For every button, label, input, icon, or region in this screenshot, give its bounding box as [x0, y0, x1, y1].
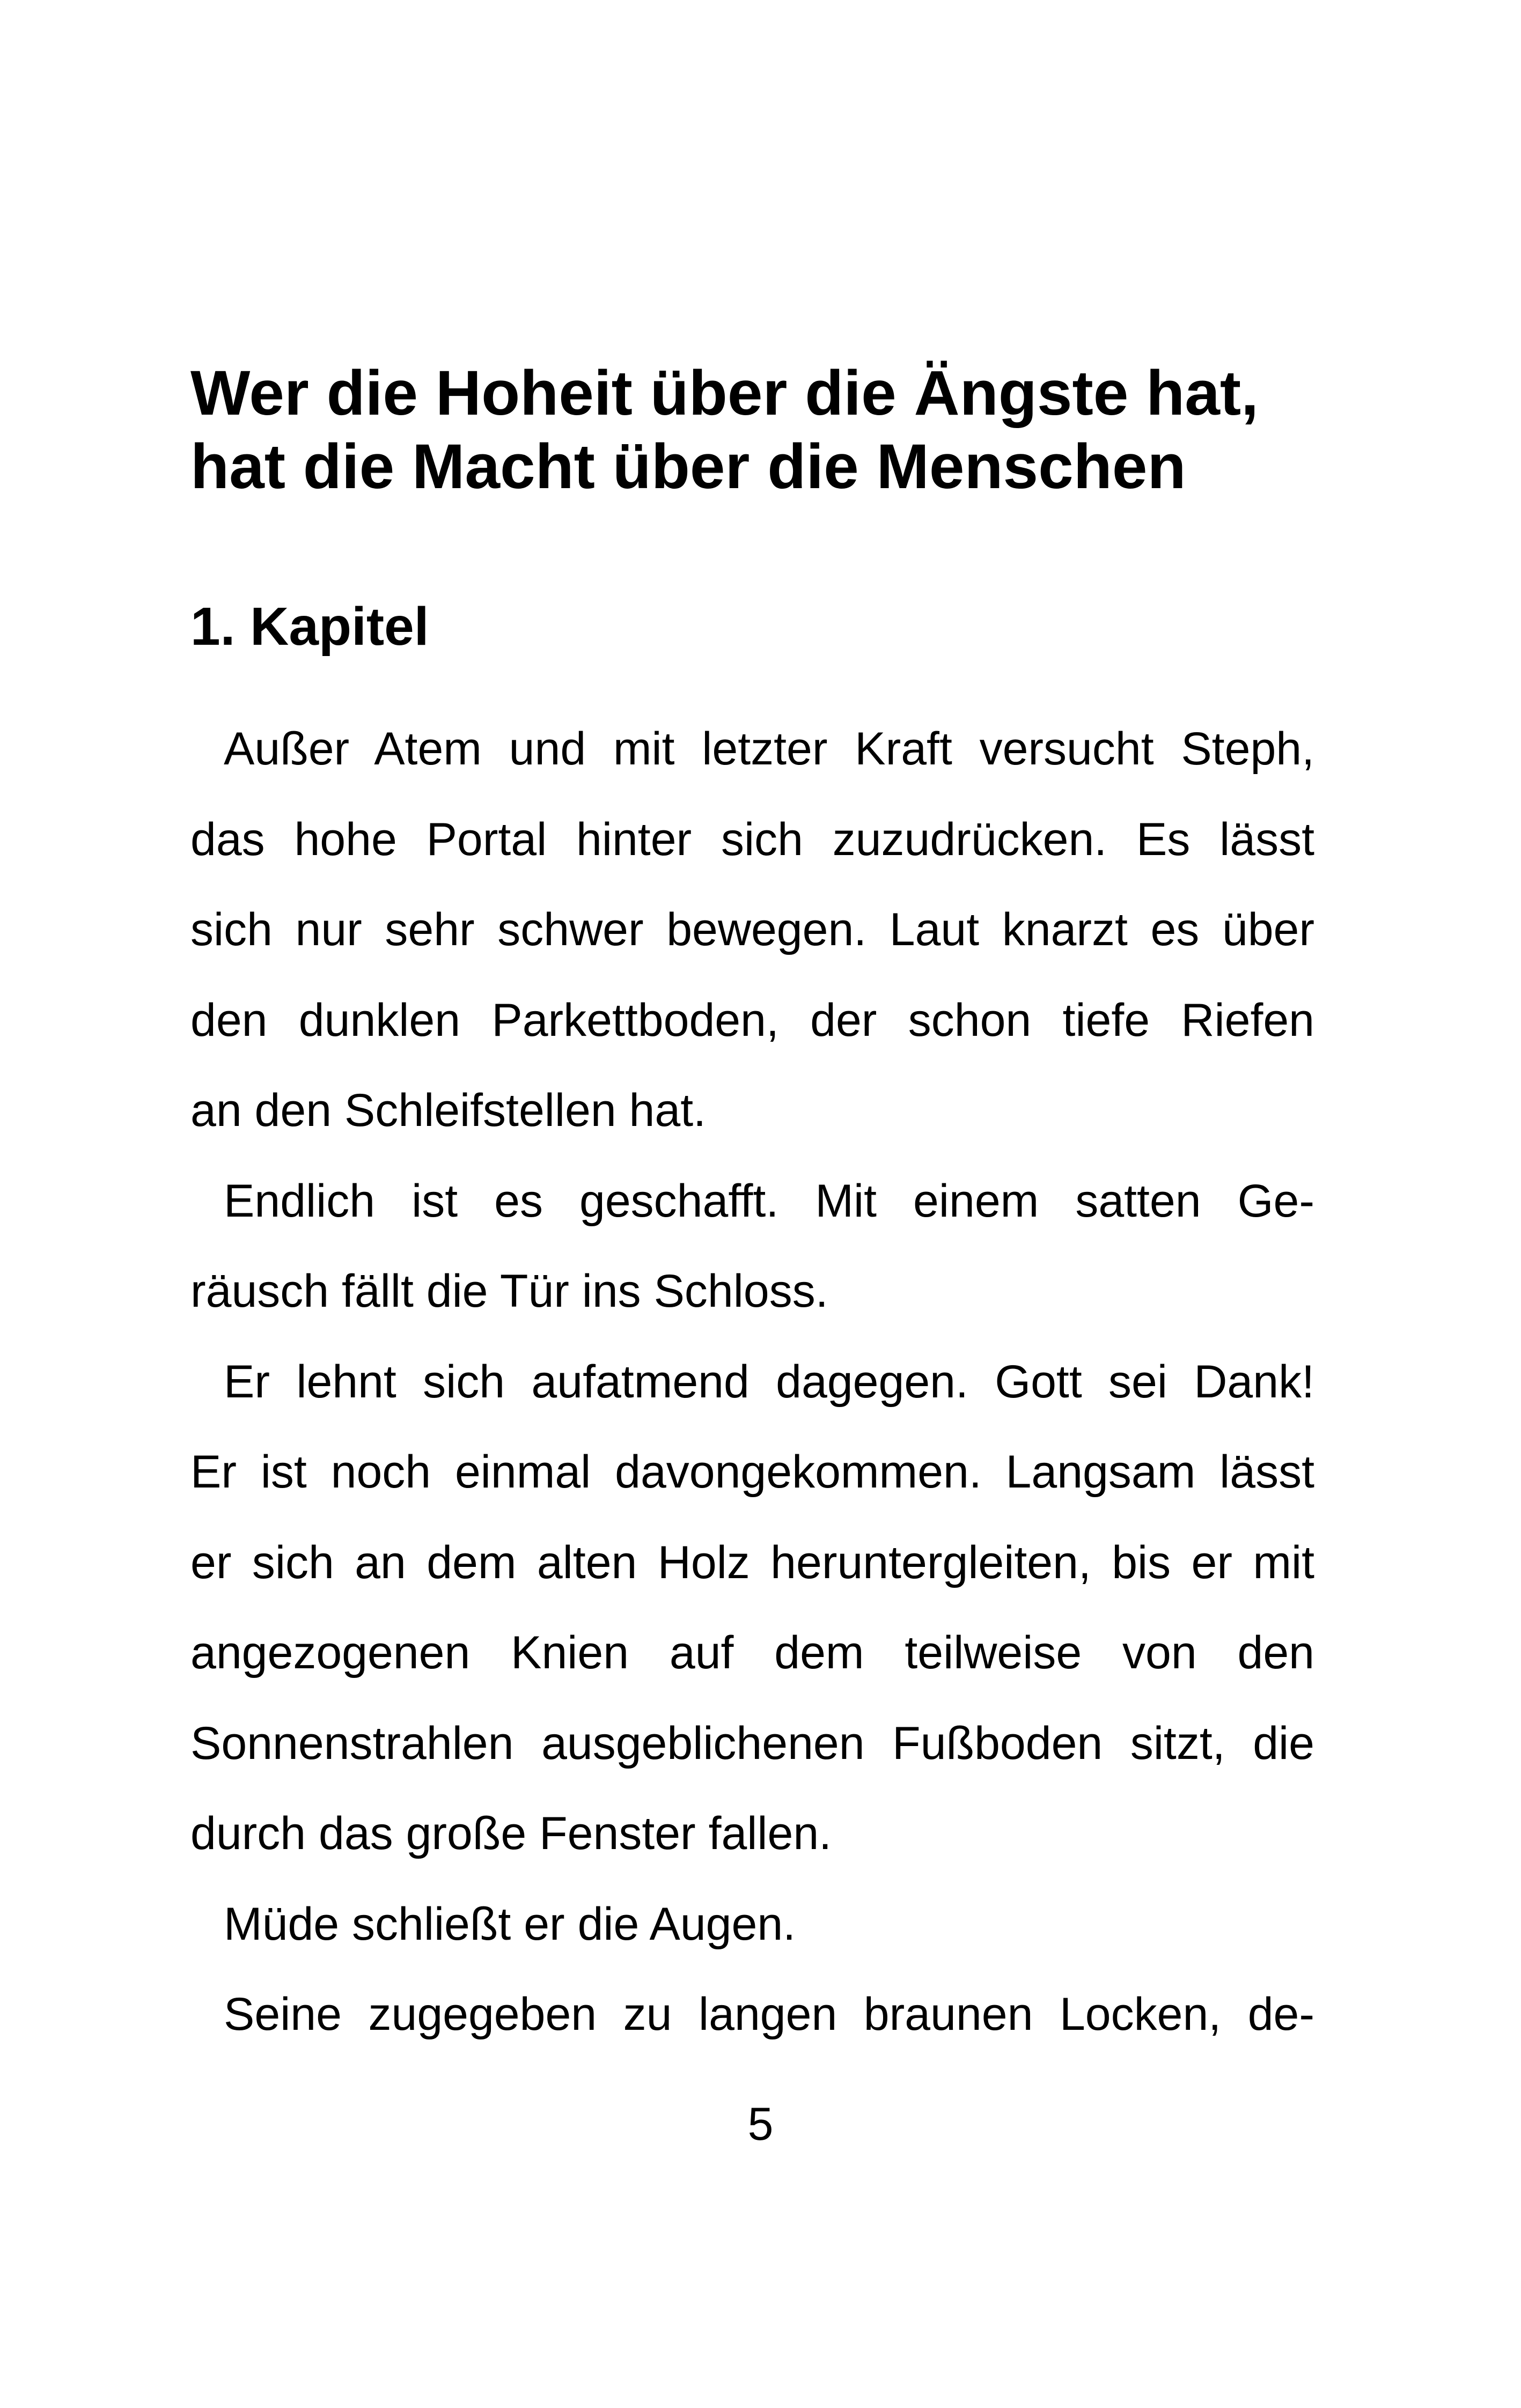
paragraph-line: Er lehnt sich aufatmend dagegen. Gott sei Dank!: [224, 1356, 1314, 1408]
paragraph-line: Endlich ist es geschafft. Mit einem satten Ge-: [224, 1175, 1314, 1227]
page-number: 5: [747, 2098, 774, 2150]
chapter-body-text: [190, 704, 1314, 2060]
paragraph-line: das hohe Portal hinter sich zuzudrücken. Es lässt: [190, 813, 1314, 865]
chapter-heading: 1. Kapitel: [190, 597, 429, 657]
paragraph-line: sich nur sehr schwer bewegen. Laut knarzt es über: [190, 904, 1314, 955]
paragraph-3: [190, 1337, 1314, 1879]
paragraph-line: durch das große Fenster fallen.: [190, 1808, 832, 1859]
paragraph-line: er sich an dem alten Holz heruntergleiten, bis er mit: [190, 1536, 1314, 1588]
paragraph-line: Er ist noch einmal davongekommen. Langsam lässt: [190, 1446, 1314, 1498]
paragraph-line: Sonnenstrahlen ausgeblichenen Fußboden sitzt, die: [190, 1717, 1314, 1769]
paragraph-line: Müde schließt er die Augen.: [224, 1898, 796, 1950]
paragraph-line: den dunklen Parkettboden, der schon tiefe Riefen: [190, 994, 1314, 1046]
paragraph-2: [190, 1156, 1314, 1337]
paragraph-line: angezogenen Knien auf dem teilweise von den: [190, 1627, 1314, 1678]
paragraph-line: an den Schleifstellen hat.: [190, 1085, 706, 1136]
paragraph-1: [190, 704, 1314, 1156]
book-title-line-2: hat die Macht über die Menschen: [190, 431, 1186, 502]
paragraph-line: Seine zugegeben zu langen braunen Locken, de-: [224, 1989, 1314, 2040]
book-title: [190, 357, 1344, 504]
paragraph-4: [190, 1879, 1314, 1970]
paragraph-5: [190, 1969, 1314, 2060]
paragraph-line: räusch fällt die Tür ins Schloss.: [190, 1265, 828, 1317]
book-title-line-1: Wer die Hoheit über die Ängste hat,: [190, 358, 1259, 429]
paragraph-line: Außer Atem und mit letzter Kraft versucht Steph,: [224, 723, 1314, 775]
